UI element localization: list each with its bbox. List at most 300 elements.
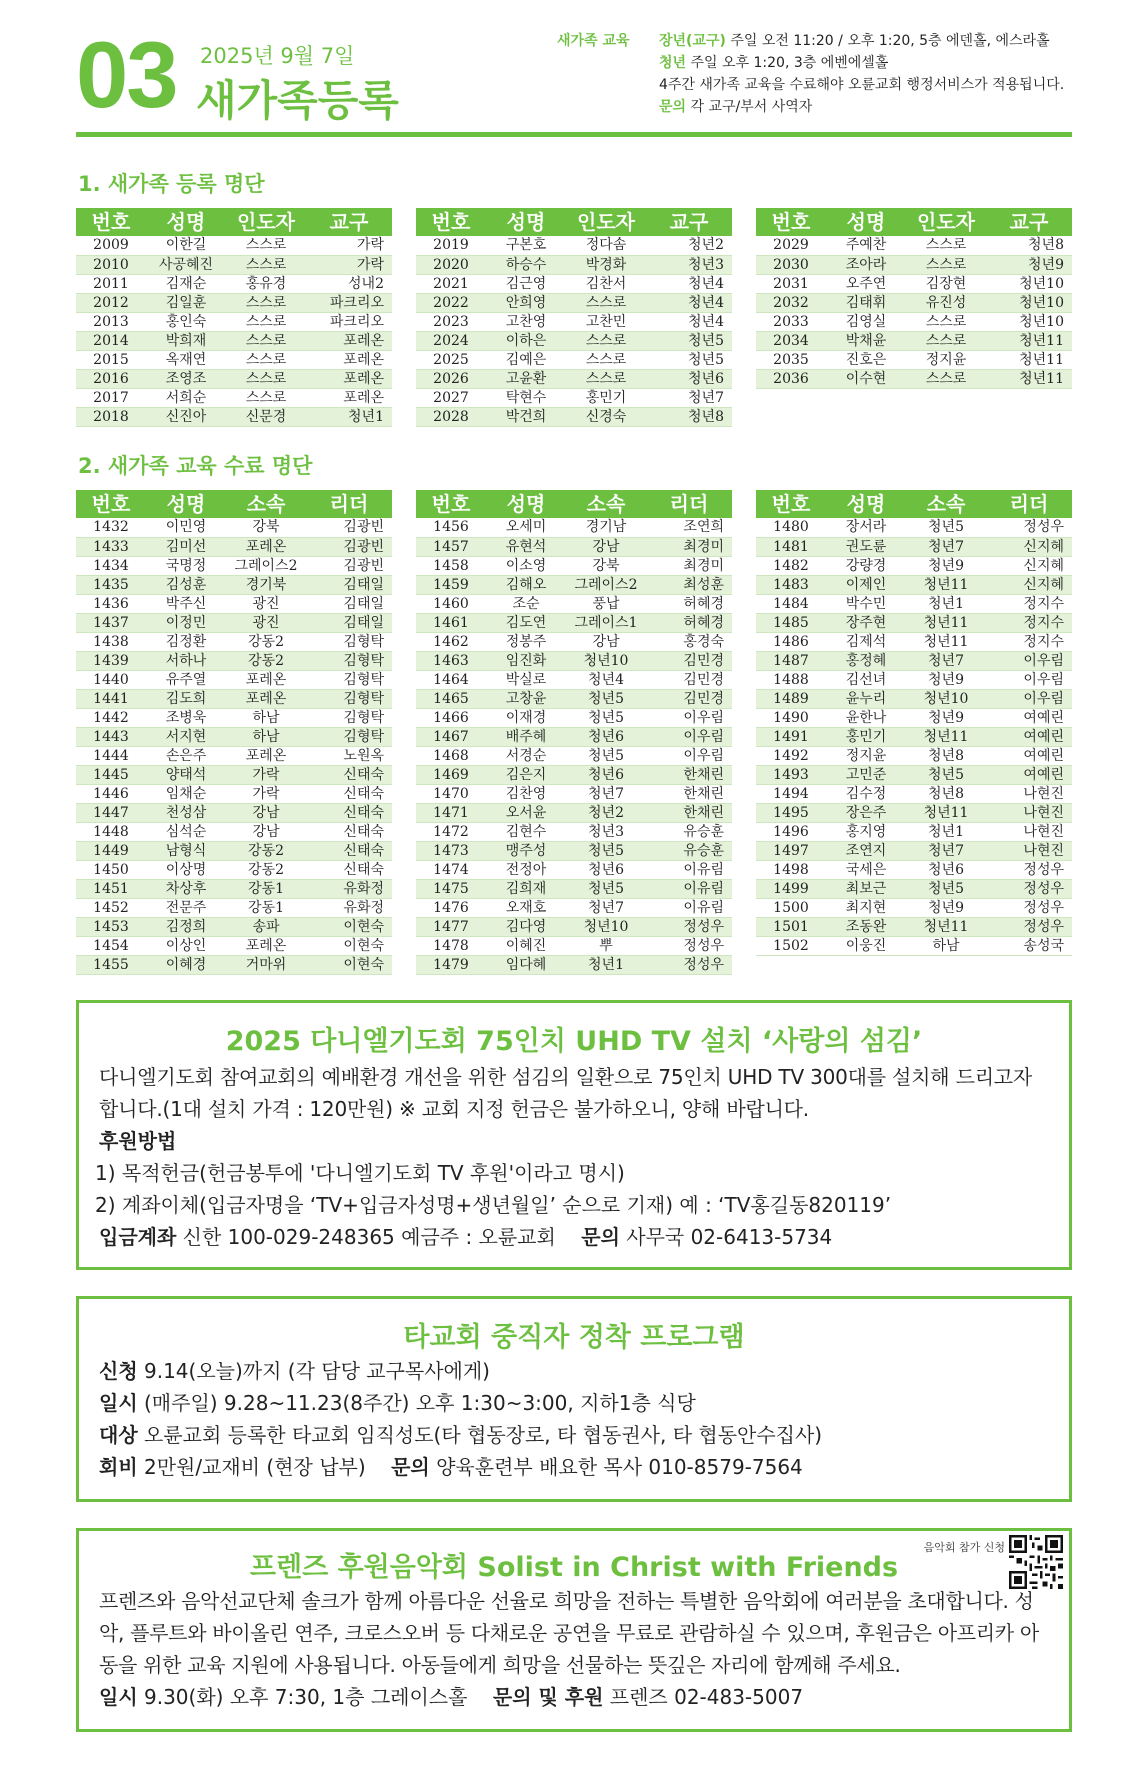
table-cell: 박희재 xyxy=(146,331,226,350)
table-cell: 김제석 xyxy=(826,632,906,651)
table-cell: 정성우 xyxy=(646,936,732,955)
table-row xyxy=(76,746,392,765)
table-cell: 이혜경 xyxy=(146,955,226,974)
table-row xyxy=(756,594,1072,613)
table-cell: 여예린 xyxy=(986,708,1072,727)
table-cell: 2014 xyxy=(76,331,146,350)
table-cell: 이정민 xyxy=(146,613,226,632)
table-cell: 허혜경 xyxy=(646,613,732,632)
table-row xyxy=(756,822,1072,841)
table-cell: 경기북 xyxy=(226,575,306,594)
table-cell: 청년11 xyxy=(906,917,986,936)
table-cell: 청년4 xyxy=(566,670,646,689)
table-cell: 홍정혜 xyxy=(826,651,906,670)
table-row xyxy=(76,331,392,350)
table-cell: 1444 xyxy=(76,746,146,765)
table-cell: 1439 xyxy=(76,651,146,670)
table-cell: 2011 xyxy=(76,274,146,293)
table-cell: 1455 xyxy=(76,955,146,974)
table-row xyxy=(76,651,392,670)
table-cell: 스스로 xyxy=(566,350,646,369)
table-cell: 청년5 xyxy=(646,331,732,350)
table-cell: 청년11 xyxy=(986,331,1072,350)
table-cell: 김정희 xyxy=(146,917,226,936)
table-cell: 청년9 xyxy=(906,898,986,917)
table-cell: 김태일 xyxy=(306,613,392,632)
table-cell: 박수민 xyxy=(826,594,906,613)
table-cell: 스스로 xyxy=(566,293,646,312)
table-cell: 스스로 xyxy=(566,369,646,388)
table-cell: 정지수 xyxy=(986,632,1072,651)
table-cell: 1450 xyxy=(76,860,146,879)
column-header: 성명 xyxy=(146,490,226,518)
qr-code-icon[interactable] xyxy=(1009,1535,1063,1589)
table-cell: 강남 xyxy=(226,822,306,841)
table-cell: 김장현 xyxy=(906,274,986,293)
table-cell: 오주연 xyxy=(826,274,906,293)
table-row xyxy=(76,537,392,556)
table-cell: 진호은 xyxy=(826,350,906,369)
table-row xyxy=(76,350,392,369)
table-cell: 김희재 xyxy=(486,879,566,898)
table-cell: 1460 xyxy=(416,594,486,613)
table-cell: 유현석 xyxy=(486,537,566,556)
table-row xyxy=(76,388,392,407)
table-row xyxy=(76,556,392,575)
table-cell: 김찬서 xyxy=(566,274,646,293)
table-cell: 이수현 xyxy=(826,369,906,388)
table-row xyxy=(416,594,732,613)
table-cell: 2023 xyxy=(416,312,486,331)
table-cell: 파크리오 xyxy=(306,312,392,331)
table-row xyxy=(416,746,732,765)
table-row xyxy=(756,236,1072,255)
table-cell: 박주신 xyxy=(146,594,226,613)
table-row xyxy=(416,936,732,955)
table-cell: 오세미 xyxy=(486,518,566,537)
table-cell: 조동완 xyxy=(826,917,906,936)
table-cell: 1465 xyxy=(416,689,486,708)
table-cell: 신문경 xyxy=(226,407,306,426)
page-number: 03 xyxy=(76,22,177,127)
table-cell: 윤한나 xyxy=(826,708,906,727)
table-cell: 2032 xyxy=(756,293,826,312)
table-cell: 1435 xyxy=(76,575,146,594)
table-cell: 1499 xyxy=(756,879,826,898)
column-header: 성명 xyxy=(826,208,906,236)
table-cell: 강남 xyxy=(566,537,646,556)
table-row xyxy=(76,274,392,293)
table-row xyxy=(416,955,732,974)
table-row xyxy=(756,255,1072,274)
table-cell: 1479 xyxy=(416,955,486,974)
table-cell: 청년10 xyxy=(986,312,1072,331)
table-cell: 2018 xyxy=(76,407,146,426)
table-cell: 1501 xyxy=(756,917,826,936)
table-cell: 신태숙 xyxy=(306,860,392,879)
table-cell: 김일훈 xyxy=(146,293,226,312)
table-cell: 1486 xyxy=(756,632,826,651)
table-row xyxy=(756,331,1072,350)
table-cell: 서경순 xyxy=(486,746,566,765)
table-row xyxy=(756,613,1072,632)
table-cell: 스스로 xyxy=(226,293,306,312)
table-row xyxy=(416,369,732,388)
table-cell: 홍인숙 xyxy=(146,312,226,331)
table-cell: 이하은 xyxy=(486,331,566,350)
table-cell: 김형탁 xyxy=(306,727,392,746)
table-cell: 김형탁 xyxy=(306,708,392,727)
table-cell: 신태숙 xyxy=(306,803,392,822)
column-header: 번호 xyxy=(756,490,826,518)
table-cell: 1473 xyxy=(416,841,486,860)
table-cell: 청년7 xyxy=(646,388,732,407)
table-cell: 뿌 xyxy=(566,936,646,955)
table-cell: 1453 xyxy=(76,917,146,936)
table-row xyxy=(416,407,732,426)
table-cell: 김도연 xyxy=(486,613,566,632)
table-cell: 1497 xyxy=(756,841,826,860)
table-cell: 1475 xyxy=(416,879,486,898)
table-cell: 가락 xyxy=(306,255,392,274)
table-cell: 1464 xyxy=(416,670,486,689)
table-cell: 한채린 xyxy=(646,784,732,803)
table-row xyxy=(416,274,732,293)
table-cell: 이우림 xyxy=(986,670,1072,689)
table-cell: 경기남 xyxy=(566,518,646,537)
column-header: 번호 xyxy=(416,490,486,518)
table-cell: 임다혜 xyxy=(486,955,566,974)
table-cell: 2035 xyxy=(756,350,826,369)
table-cell: 이한길 xyxy=(146,236,226,255)
table-row xyxy=(756,784,1072,803)
table-cell: 정다솜 xyxy=(566,236,646,255)
table-cell: 하남 xyxy=(906,936,986,955)
table-cell: 1449 xyxy=(76,841,146,860)
table-cell: 강동1 xyxy=(226,898,306,917)
table-cell: 김민경 xyxy=(646,651,732,670)
table-row xyxy=(76,822,392,841)
table-cell: 유주열 xyxy=(146,670,226,689)
table-cell: 여예린 xyxy=(986,727,1072,746)
table-row xyxy=(756,350,1072,369)
table-cell: 김현수 xyxy=(486,822,566,841)
table-cell: 이상인 xyxy=(146,936,226,955)
table-cell: 정지윤 xyxy=(906,350,986,369)
table-cell: 국세은 xyxy=(826,860,906,879)
table-cell: 조연희 xyxy=(646,518,732,537)
program-contact: 양육훈련부 배요한 목사 010-8579-7564 xyxy=(429,1455,803,1479)
table-cell: 강북 xyxy=(566,556,646,575)
table-cell: 강남 xyxy=(566,632,646,651)
table-row xyxy=(76,293,392,312)
table-cell: 이혜진 xyxy=(486,936,566,955)
table-cell: 1477 xyxy=(416,917,486,936)
table-cell: 포레온 xyxy=(306,331,392,350)
table-cell: 청년5 xyxy=(646,350,732,369)
table-cell: 포레온 xyxy=(226,689,306,708)
column-header: 번호 xyxy=(416,208,486,236)
table-row xyxy=(416,765,732,784)
table-cell: 2027 xyxy=(416,388,486,407)
table-cell: 청년3 xyxy=(646,255,732,274)
table-row xyxy=(76,955,392,974)
table-cell: 1437 xyxy=(76,613,146,632)
table-row xyxy=(756,727,1072,746)
completion-section-title: 2. 새가족 교육 수료 명단 xyxy=(78,454,313,478)
table-cell: 스스로 xyxy=(906,255,986,274)
contact-info: 사무국 02-6413-5734 xyxy=(619,1225,833,1249)
table-cell: 탁현수 xyxy=(486,388,566,407)
table-cell: 스스로 xyxy=(566,331,646,350)
table-cell: 고찬민 xyxy=(566,312,646,331)
table-cell: 이민영 xyxy=(146,518,226,537)
table-row xyxy=(76,917,392,936)
table-cell: 1443 xyxy=(76,727,146,746)
table-row xyxy=(416,898,732,917)
column-header: 성명 xyxy=(486,208,566,236)
table-cell: 신태숙 xyxy=(306,841,392,860)
table-cell: 청년11 xyxy=(906,613,986,632)
education-label: 새가족 교육 xyxy=(557,33,630,49)
table-cell: 김수정 xyxy=(826,784,906,803)
table-row xyxy=(756,312,1072,331)
table-row xyxy=(76,670,392,689)
table-cell: 2009 xyxy=(76,236,146,255)
concert-contact: 프렌즈 02-483-5007 xyxy=(603,1685,804,1709)
table-cell: 청년8 xyxy=(906,746,986,765)
table-cell: 1451 xyxy=(76,879,146,898)
concert-contact-label: 문의 및 후원 xyxy=(492,1685,604,1709)
table-cell: 안희영 xyxy=(486,293,566,312)
table-row xyxy=(76,518,392,537)
column-header: 성명 xyxy=(146,208,226,236)
table-row xyxy=(76,613,392,632)
table-cell: 포레온 xyxy=(306,350,392,369)
table-cell: 2030 xyxy=(756,255,826,274)
table-cell: 2025 xyxy=(416,350,486,369)
tv-donation-title: 2025 다니엘기도회 75인치 UHD TV 설치 ‘사랑의 섬김’ xyxy=(225,1026,923,1057)
section2-table-1 xyxy=(76,490,392,975)
table-cell: 청년9 xyxy=(986,255,1072,274)
table-cell: 청년11 xyxy=(906,803,986,822)
table-row xyxy=(756,765,1072,784)
table-row xyxy=(76,575,392,594)
table-cell: 손은주 xyxy=(146,746,226,765)
table-cell: 정봉주 xyxy=(486,632,566,651)
table-cell: 1485 xyxy=(756,613,826,632)
table-row xyxy=(76,632,392,651)
table-cell: 유화정 xyxy=(306,879,392,898)
education-line: 청년 주일 오후 1:20, 3층 에벤에셀홀 xyxy=(659,55,889,71)
table-cell: 사공혜진 xyxy=(146,255,226,274)
table-cell: 2019 xyxy=(416,236,486,255)
table-cell: 청년11 xyxy=(986,369,1072,388)
table-cell: 1500 xyxy=(756,898,826,917)
table-cell: 포레온 xyxy=(226,936,306,955)
table-cell: 1452 xyxy=(76,898,146,917)
table-cell: 청년11 xyxy=(986,350,1072,369)
table-cell: 오재호 xyxy=(486,898,566,917)
table-cell: 포레온 xyxy=(306,369,392,388)
section2-table-3 xyxy=(756,490,1072,956)
table-cell: 김민경 xyxy=(646,670,732,689)
table-cell: 서희순 xyxy=(146,388,226,407)
table-cell: 정성우 xyxy=(986,879,1072,898)
table-cell: 1491 xyxy=(756,727,826,746)
table-cell: 김태일 xyxy=(306,594,392,613)
concert-date: 9.30(화) 오후 7:30, 1층 그레이스홀 xyxy=(137,1685,468,1709)
donation-method-1: 1) 목적헌금(헌금봉투에 '다니엘기도회 TV 후원'이라고 명시) xyxy=(95,1161,625,1185)
table-cell: 김성훈 xyxy=(146,575,226,594)
table-cell: 2028 xyxy=(416,407,486,426)
table-cell: 청년6 xyxy=(566,860,646,879)
table-cell: 2021 xyxy=(416,274,486,293)
table-cell: 유승훈 xyxy=(646,822,732,841)
table-cell: 포레온 xyxy=(226,537,306,556)
education-line: 장년(교구) 주일 오전 11:20 / 오후 1:20, 5층 에덴홀, 에스라홀 xyxy=(659,33,1050,49)
table-cell: 1432 xyxy=(76,518,146,537)
table-cell: 송파 xyxy=(226,917,306,936)
table-cell: 2013 xyxy=(76,312,146,331)
table-row xyxy=(416,255,732,274)
table-cell: 이상명 xyxy=(146,860,226,879)
table-cell: 강남 xyxy=(226,803,306,822)
table-cell: 정성우 xyxy=(646,955,732,974)
table-row xyxy=(756,936,1072,955)
table-cell: 2010 xyxy=(76,255,146,274)
table-cell: 1471 xyxy=(416,803,486,822)
table-cell: 김해오 xyxy=(486,575,566,594)
table-cell: 1489 xyxy=(756,689,826,708)
table-cell: 청년10 xyxy=(906,689,986,708)
table-row xyxy=(76,236,392,255)
table-row xyxy=(76,255,392,274)
table-cell: 청년10 xyxy=(566,651,646,670)
program-row: 대상 오륜교회 등록한 타교회 임직성도(타 협동장로, 타 협동권사, 타 협동안수집사) xyxy=(99,1423,823,1447)
table-row xyxy=(756,841,1072,860)
table-cell: 청년10 xyxy=(566,917,646,936)
table-row xyxy=(76,841,392,860)
table-cell: 2017 xyxy=(76,388,146,407)
table-cell: 이현숙 xyxy=(306,936,392,955)
registration-section-title: 1. 새가족 등록 명단 xyxy=(78,172,265,196)
table-cell: 1495 xyxy=(756,803,826,822)
table-cell: 1448 xyxy=(76,822,146,841)
table-cell: 청년1 xyxy=(306,407,392,426)
table-cell: 신지혜 xyxy=(986,537,1072,556)
table-cell: 1482 xyxy=(756,556,826,575)
table-cell: 청년11 xyxy=(906,632,986,651)
table-cell: 김영실 xyxy=(826,312,906,331)
table-cell: 청년5 xyxy=(906,765,986,784)
table-cell: 그레이스2 xyxy=(566,575,646,594)
table-cell: 윤누리 xyxy=(826,689,906,708)
table-cell: 최경미 xyxy=(646,537,732,556)
table-cell: 1458 xyxy=(416,556,486,575)
table-cell: 청년6 xyxy=(566,765,646,784)
table-row xyxy=(756,879,1072,898)
table-cell: 1459 xyxy=(416,575,486,594)
table-cell: 청년8 xyxy=(986,236,1072,255)
table-cell: 청년5 xyxy=(906,518,986,537)
table-cell: 포레온 xyxy=(226,670,306,689)
table-cell: 이우림 xyxy=(646,727,732,746)
table-cell: 나현진 xyxy=(986,822,1072,841)
table-cell: 광진 xyxy=(226,613,306,632)
table-cell: 스스로 xyxy=(226,369,306,388)
table-cell: 전문주 xyxy=(146,898,226,917)
table-cell: 김근영 xyxy=(486,274,566,293)
table-cell: 김은지 xyxy=(486,765,566,784)
table-row xyxy=(76,312,392,331)
table-cell: 1436 xyxy=(76,594,146,613)
table-cell: 정성우 xyxy=(986,917,1072,936)
header-divider xyxy=(76,132,1072,137)
table-cell: 조연지 xyxy=(826,841,906,860)
table-cell: 유진성 xyxy=(906,293,986,312)
table-cell: 최성훈 xyxy=(646,575,732,594)
table-cell: 1474 xyxy=(416,860,486,879)
table-cell: 1476 xyxy=(416,898,486,917)
table-row xyxy=(76,936,392,955)
table-cell: 이우림 xyxy=(646,746,732,765)
program-contact-label: 문의 xyxy=(391,1455,430,1479)
table-cell: 신지혜 xyxy=(986,575,1072,594)
table-cell: 신진아 xyxy=(146,407,226,426)
table-row xyxy=(416,293,732,312)
table-cell: 나현진 xyxy=(986,841,1072,860)
table-cell: 1441 xyxy=(76,689,146,708)
table-cell: 1481 xyxy=(756,537,826,556)
column-header: 교구 xyxy=(646,208,732,236)
table-cell: 스스로 xyxy=(906,236,986,255)
table-cell: 가락 xyxy=(226,765,306,784)
table-cell: 홍유경 xyxy=(226,274,306,293)
table-cell: 강동2 xyxy=(226,841,306,860)
table-cell: 청년6 xyxy=(646,369,732,388)
table-cell: 김도희 xyxy=(146,689,226,708)
table-row xyxy=(416,841,732,860)
table-cell: 최보근 xyxy=(826,879,906,898)
table-row xyxy=(416,727,732,746)
table-row xyxy=(76,407,392,426)
table-cell: 1498 xyxy=(756,860,826,879)
table-cell: 김찬영 xyxy=(486,784,566,803)
table-cell: 2015 xyxy=(76,350,146,369)
table-cell: 주예찬 xyxy=(826,236,906,255)
table-cell: 1467 xyxy=(416,727,486,746)
table-cell: 김예은 xyxy=(486,350,566,369)
table-row xyxy=(756,369,1072,388)
table-cell: 고민준 xyxy=(826,765,906,784)
table-cell: 2036 xyxy=(756,369,826,388)
table-row xyxy=(756,518,1072,537)
table-cell: 강동2 xyxy=(226,632,306,651)
newcomer-program-box xyxy=(76,1296,1072,1502)
table-row xyxy=(416,860,732,879)
table-row xyxy=(756,917,1072,936)
table-cell: 청년10 xyxy=(986,274,1072,293)
column-header: 리더 xyxy=(306,490,392,518)
table-cell: 이유림 xyxy=(646,860,732,879)
table-cell: 청년5 xyxy=(906,879,986,898)
table-cell: 김미선 xyxy=(146,537,226,556)
column-header: 인도자 xyxy=(226,208,306,236)
qr-label: 음악회 참가 신청 xyxy=(923,1541,1005,1554)
table-cell: 청년5 xyxy=(566,879,646,898)
table-cell: 가락 xyxy=(306,236,392,255)
